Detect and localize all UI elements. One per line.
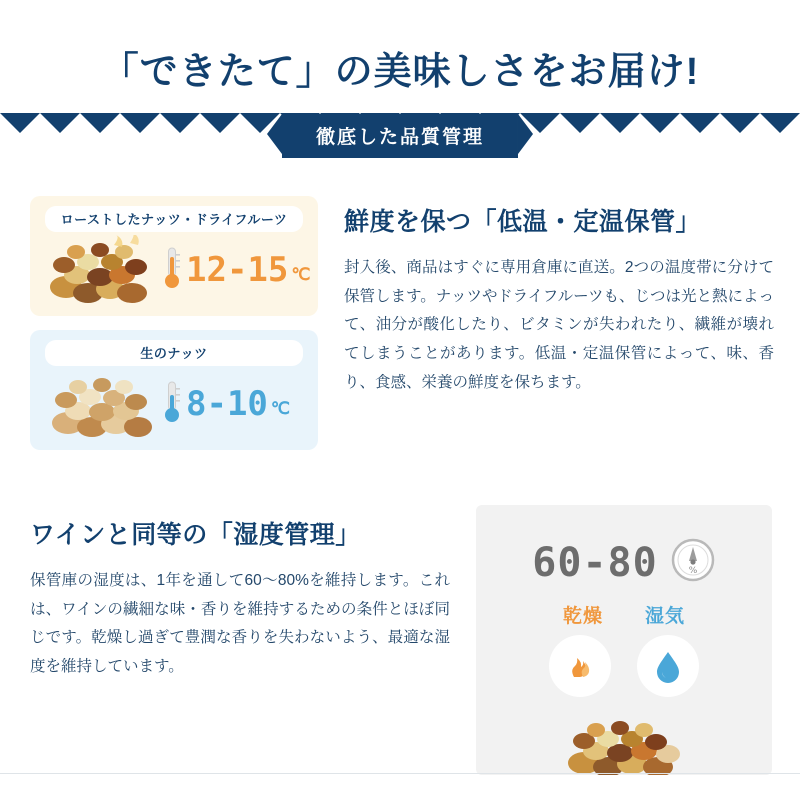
humidity-label-wet: 湿気 (645, 606, 686, 627)
humidity-readout (476, 537, 772, 588)
roasted-nuts-photo (44, 235, 156, 305)
temperature-heading: 鮮度を保つ「低温・定温保管」 (344, 208, 702, 236)
footer-divider (0, 773, 800, 774)
page-title: 「できたて」の美味しさをお届け! (100, 51, 700, 93)
card-label: ローストしたナッツ・ドライフルーツ (45, 206, 303, 232)
thermometer-icon (162, 379, 182, 430)
humidity-panel (476, 505, 772, 775)
mixed-nuts-photo (564, 709, 684, 775)
temperature-unit: ℃ (291, 264, 311, 285)
temperature-value: 8-10 (186, 384, 268, 424)
thermometer-icon (162, 245, 182, 296)
humidity-label-dry: 乾燥 (562, 606, 603, 627)
temperature-value: 12-15 (186, 250, 289, 290)
header (0, 0, 800, 170)
card-body (30, 232, 318, 308)
humidity-heading: ワインと同等の「湿度管理」 (30, 521, 361, 549)
temperature-card-roasted (30, 196, 318, 316)
dry-heat-icon-circle (549, 635, 611, 697)
temperature-readout-roasted (162, 245, 310, 296)
ribbon-badge: 徹底した品質管理 (282, 114, 518, 158)
temperature-card-raw (30, 330, 318, 450)
card-label: 生のナッツ (45, 340, 303, 366)
temperature-card-list (30, 196, 320, 450)
humidity-label-row (476, 601, 772, 628)
temperature-readout-raw (162, 379, 290, 430)
temperature-unit: ℃ (270, 398, 290, 419)
card-body (30, 366, 318, 442)
temperature-text-block (344, 202, 774, 397)
humidity-body: 保管庫の湿度は、1年を通して60〜80%を維持します。これは、ワインの繊細な味・香りを維持するための条件とほぼ同じです。乾燥し過ぎて豊潤な香りを失わないよう、最適な湿度を維持しています。 (30, 572, 450, 676)
humidity-value: 60-80 (532, 539, 658, 586)
humidity-icon-row (476, 635, 772, 697)
svg-text:%: % (688, 566, 697, 576)
raw-nuts-photo (44, 369, 156, 439)
humidity-text-block (30, 515, 450, 682)
water-drop-icon-circle (637, 635, 699, 697)
hygrometer-gauge-icon (670, 537, 716, 588)
temperature-body: 封入後、商品はすぐに専用倉庫に直送。2つの温度帯に分けて保管します。ナッツやドライフルーツも、じつは光と熱によって、油分が酸化したり、ビタミンが失われたり、繊維が壊れてしまうことがあります。低温・定温保管によって、味、香り、食感、栄養の鮮度を保ちます。 (344, 259, 774, 391)
